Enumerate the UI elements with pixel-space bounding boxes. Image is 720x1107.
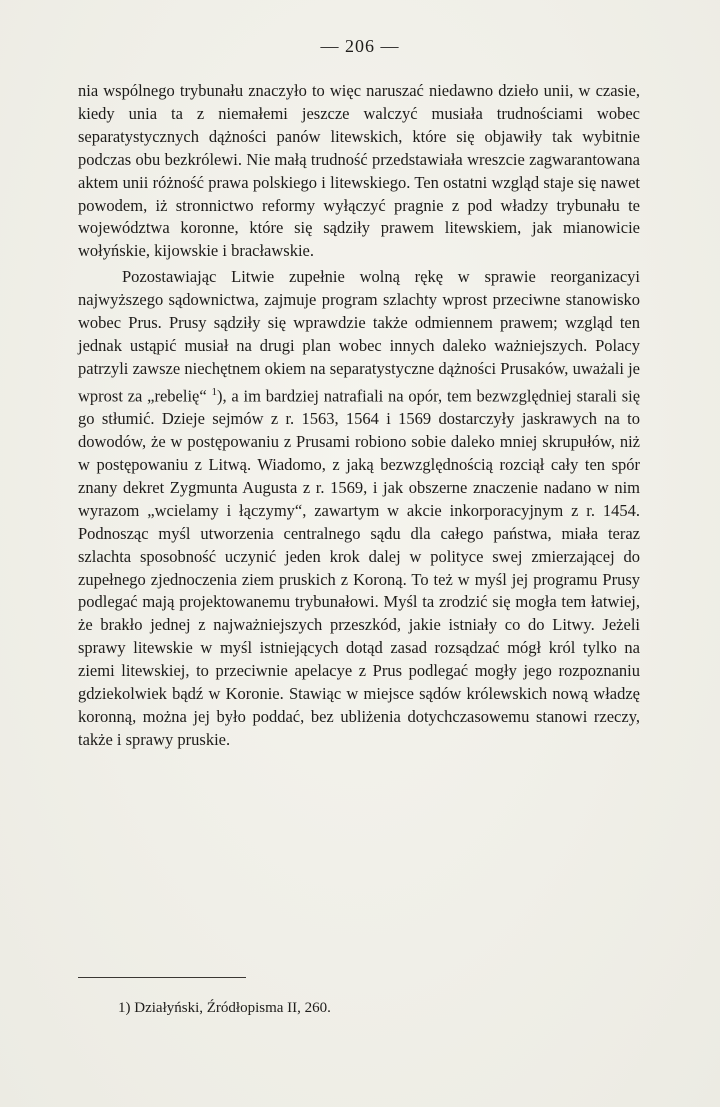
paragraph-2 [78,266,640,752]
footnote-marker: 1) [118,1000,131,1016]
paragraph-2-part-1: Pozostawiając Litwie zupełnie wolną rękę w sprawie reorganizacyi najwyższego sądownictwa, zajmuje program szlachty wprost przeciwne stanowisko wobec Prus. Prusy sądziły się wprawdzie także odmiennem prawem; wzgląd ten jednak ustąpić musiał na drugi plan wobec innych daleko ważniejszych. Polacy patrzyli zawsze niechętnem okiem na separatystyczne dążności Prusaków, uważali je wprost za „rebelię“ [78,267,640,406]
footnote-reference: 1 [211,385,218,398]
paragraph-1: nia wspólnego trybunału znaczyło to więc naruszać niedawno dzieło unii, w czasie, kiedy unia ta z niemałemi jeszcze walczyć musiała trudnościami wobec separatystycznych dążności panów litewskich, które się objawiły tak wybitnie podczas obu bezkrólewi. Nie małą trudność przedstawiała wreszcie zagwarantowana aktem unii różność prawa polskiego i litewskiego. Ten ostatni wzgląd staje się nawet powodem, iż stronnictwo reformy wyłączyć pragnie z pod władzy trybunału te województwa koronne, które się sądziły prawem litewskiem, jak mianowicie wołyńskie, kijowskie i bracławskie. [78,81,640,261]
paragraph-2-part-2: ), a im bardziej natrafiali na opór, tem bezwzględniej starali się go stłumić. Dzieje sejmów z r. 1563, 1564 i 1569 dostarczyły jaskrawych na to dowodów, że w postępowaniu z Prusami robiono sobie daleko mniej skrupułów, niż w postępowaniu z Litwą. Wiadomo, z jaką bezwzględnością rozciął cały ten spór znany dekret Zygmunta Augusta z r. 1569, i jak obszerne znaczenie nadano w nim wyrazom „wcielamy i łączymy“, zawartym w akcie inkorporacyjnym z r. 1454. Podnosząc myśl utworzenia centralnego sądu dla całego państwa, miała teraz szlachta sposobność uczynić jeden krok dalej w polityce swej zmierzającej do zupełnego zjednoczenia ziem pruskich z Koroną. To też w myśl jej programu Prusy podlegać mają projektowanemu trybunałowi. Myśl ta zrodzić się mogła tem łatwiej, że brakło jednej z najważniejszych przeszkód, jakie istniały co do Litwy. Jeżeli sprawy litewskie w myśl istniejących dotąd zasad rozsądzać mógł król tylko na ziemi litewskiej, to przeciwnie apelacye z Prus podlegać mogły jego rozpoznaniu gdziekolwiek bądź w Koronie. Stawiąc w miejsce sądów królewskich nową władzę koronną, można jej było poddać, bez ubliżenia dotychczasowemu stanowi rzeczy, także i sprawy pruskie. [78,386,641,749]
main-text [78,80,640,752]
footnote [118,1000,331,1017]
footnote-text: Działyński, Źródłopisma II, 260. [134,1000,331,1016]
page-number: — 206 — [320,36,400,56]
footnote-divider [78,977,246,978]
